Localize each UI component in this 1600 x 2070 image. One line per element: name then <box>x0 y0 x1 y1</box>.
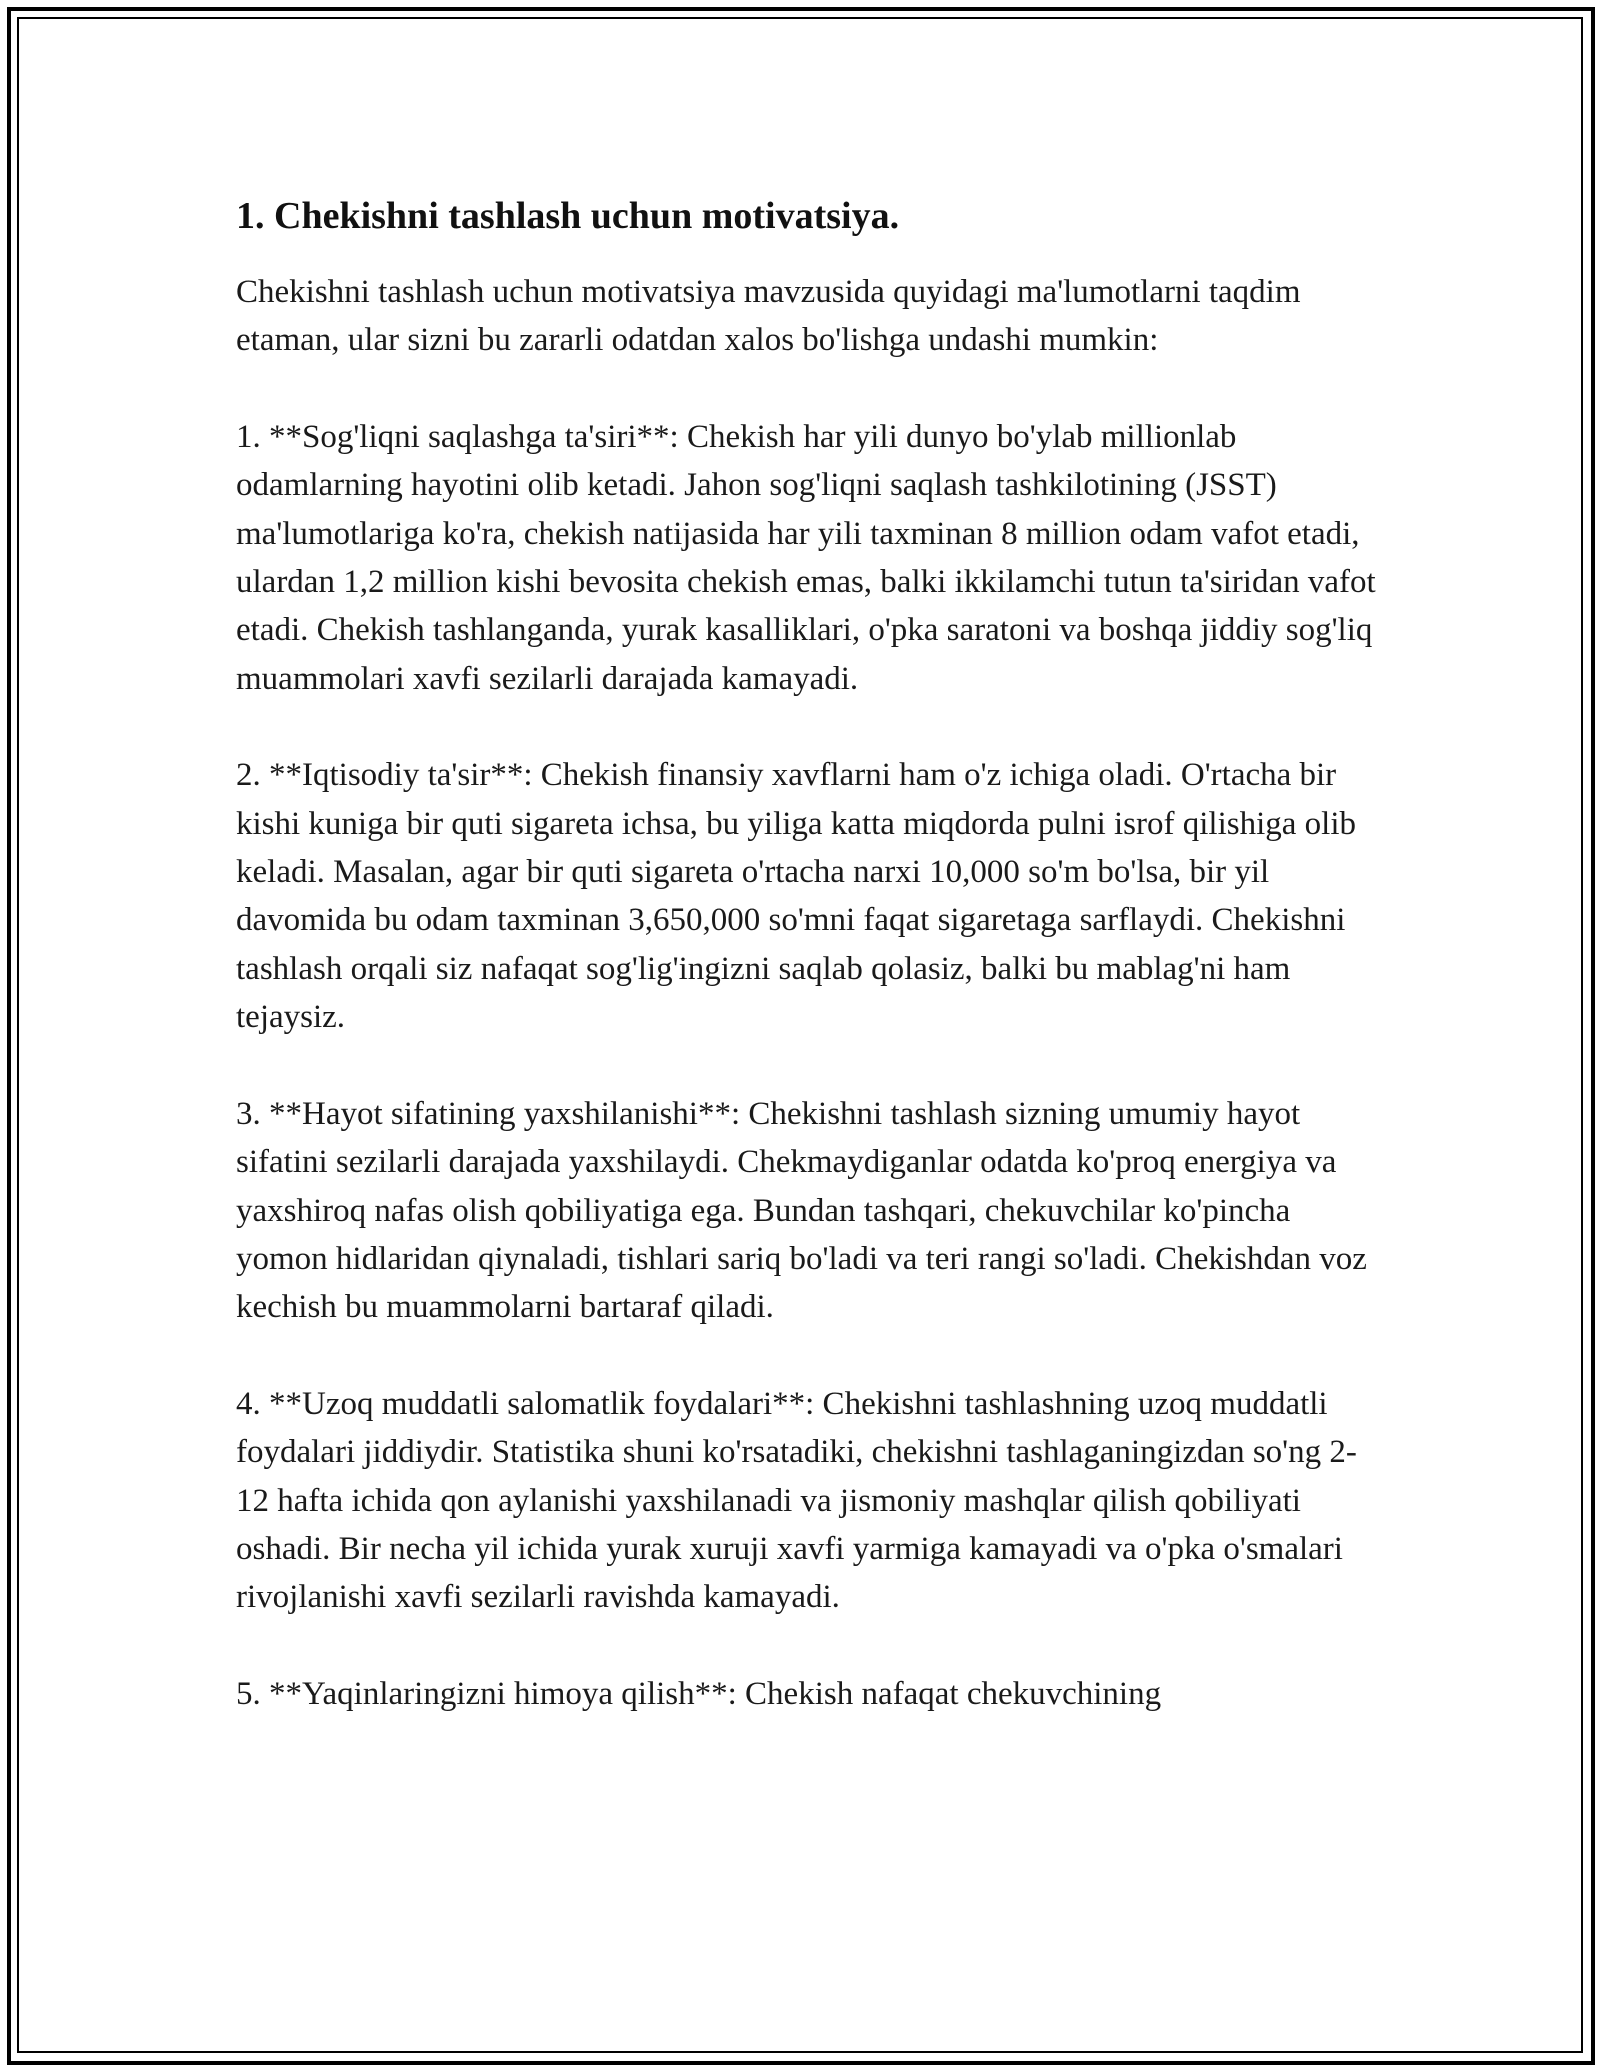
intro-paragraph: Chekishni tashlash uchun motivatsiya mavzusida quyidagi ma'lumotlarni taqdim etaman, ular sizni bu zararli odatdan xalos bo'lishga undashi mumkin: <box>236 274 1301 359</box>
paragraph-health-impact: 1. **Sog'liqni saqlashga ta'siri**: Chekish har yili dunyo bo'ylab millionlab odamlarning hayotini olib ketadi. Jahon sog'liqni saqlash tashkilotining (JSST) ma'lumotlariga ko'ra, chekish natijasida har yili taxminan 8 million odam vafot etadi, ulardan 1,2 million kishi bevosita chekish emas, balki ikkilamchi tutun ta'siridan vafot etadi. Chekish tashlanganda, yurak kasalliklari, o'pka saratoni va boshqa jiddiy sog'liq muammolari xavfi sezilarli darajada kamayadi. <box>236 418 1376 697</box>
paragraph-economic-impact: 2. **Iqtisodiy ta'sir**: Chekish finansiy xavflarni ham o'z ichiga oladi. O'rtacha bir kishi kuniga bir quti sigareta ichsa, bu yiliga katta miqdorda pulni isrof qilishiga olib keladi. Masalan, agar bir quti sigareta o'rtacha narxi 10,000 so'm bo'lsa, bir yil davomida bu odam taxminan 3,650,000 so'mni faqat sigaretaga sarflaydi. Chekishni tashlash orqali siz nafaqat sog'lig'ingizni saqlab qolasiz, balki bu mablag'ni ham tejaysiz. <box>236 757 1356 1036</box>
paragraph-quality-of-life: 3. **Hayot sifatining yaxshilanishi**: Chekishni tashlash sizning umumiy hayot sifatini sezilarli darajada yaxshilaydi. Chekmaydiganlar odatda ko'proq energiya va yaxshiroq nafas olish qobiliyatiga ega. Bundan tashqari, chekuvchilar ko'pincha yomon hidlaridan qiynaladi, tishlari sariq bo'ladi va teri rangi so'ladi. Chekishdan voz kechish bu muammolarni bartaraf qiladi. <box>236 1095 1367 1326</box>
document-body <box>236 188 1386 1718</box>
paragraph-protect-loved-ones: 5. **Yaqinlaringizni himoya qilish**: Chekish nafaqat chekuvchining <box>236 1675 1162 1712</box>
paragraph-long-term-benefits: 4. **Uzoq muddatli salomatlik foydalari**: Chekishni tashlashning uzoq muddatli foydalari jiddiydir. Statistika shuni ko'rsatadiki, chekishni tashlaganingizdan so'ng 2-12 hafta ichida qon aylanishi yaxshilanadi va jismoniy mashqlar qilish qobiliyati oshadi. Bir necha yil ichida yurak xuruji xavfi yarmiga kamayadi va o'pka o'smalari rivojlanishi xavfi sezilarli ravishda kamayadi. <box>236 1385 1357 1616</box>
section-heading: 1. Chekishni tashlash uchun motivatsiya. <box>236 195 900 237</box>
